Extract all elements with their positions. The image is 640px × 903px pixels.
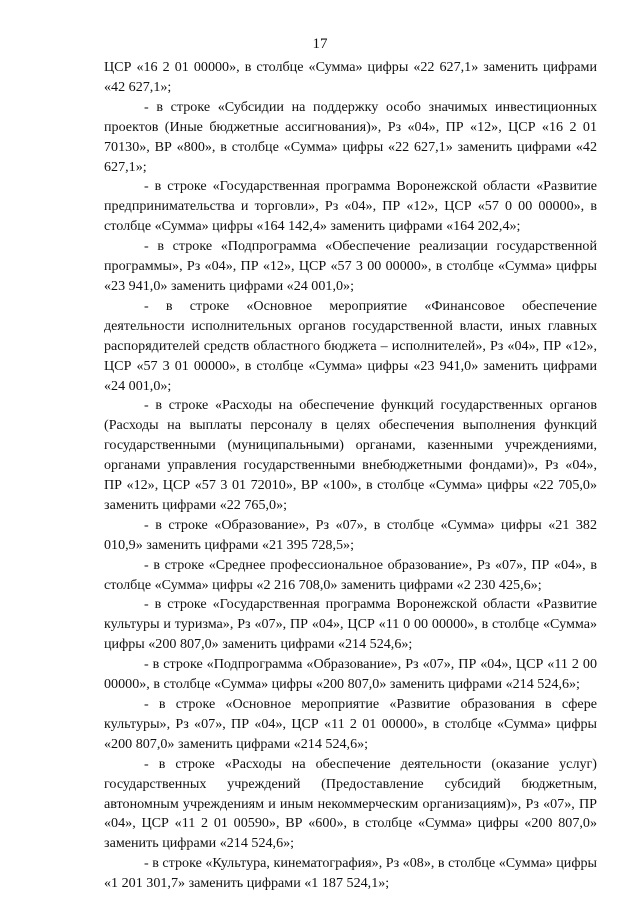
- document-body: [104, 58, 597, 894]
- paragraph: - в строке «Государственная программа Воронежской области «Развитие предпринимательства и торговли», Рз «04», ПР «12», ЦСР «57 0 00 00000», в столбце «Сумма» цифры «164 142,4» заменить цифрами «164 202,4»;: [104, 178, 597, 235]
- paragraph: - в строке «Культура, кинематография», Рз «08», в столбце «Сумма» цифры «1 201 301,7» заменить цифрами «1 187 524,1»;: [104, 855, 597, 892]
- paragraph: - в строке «Среднее профессиональное образование», Рз «07», ПР «04», в столбце «Сумма» цифры «2 216 708,0» заменить цифрами «2 230 425,6»;: [104, 556, 597, 593]
- paragraph: - в строке «Подпрограмма «Обеспечение реализации государственной программы», Рз «04», ПР «12», ЦСР «57 3 00 00000», в столбце «Сумма» цифры «23 941,0» заменить цифрами «24 001,0»;: [104, 238, 597, 294]
- paragraph: - в строке «Расходы на обеспечение деятельности (оказание услуг) государственных учреждений (Предоставление субсидий бюджетным, автономным учреждениям и иным некоммерческим организациям)», Рз «07», ПР «04», ЦСР «11 2 01 00590», ВР «600», в столбце «Сумма» цифры «200 807,0» заменить цифрами «214 524,6»;: [104, 755, 597, 852]
- paragraph: ЦСР «16 2 01 00000», в столбце «Сумма» цифры «22 627,1» заменить цифрами «42 627,1»;: [104, 59, 597, 95]
- paragraph: - в строке «Подпрограмма «Образование», Рз «07», ПР «04», ЦСР «11 2 00 00000», в столбце «Сумма» цифры «200 807,0» заменить цифрами «214 524,6»;: [104, 656, 597, 693]
- paragraph: - в строке «Государственная программа Воронежской области «Развитие культуры и туризма», Рз «07», ПР «04», ЦСР «11 0 00 00000», в столбце «Сумма» цифры «200 807,0» заменить цифрами «214 524,6»;: [104, 596, 597, 653]
- paragraph: - в строке «Субсидии на поддержку особо значимых инвестиционных проектов (Иные бюджетные ассигнования)», Рз «04», ПР «12», ЦСР «16 2 01 70130», ВР «800», в столбце «Сумма» цифры «22 627,1» заменить цифрами «42 627,1»;: [104, 98, 597, 175]
- paragraph: - в строке «Образование», Рз «07», в столбце «Сумма» цифры «21 382 010,9» заменить цифрами «21 395 728,5»;: [104, 516, 597, 553]
- page-number: 17: [312, 36, 328, 52]
- paragraph: - в строке «Расходы на обеспечение функций государственных органов (Расходы на выплаты персоналу в целях обеспечения выполнения функций государственными (муниципальными) органами, казенными учреждениями, органами управления государственными внебюджетными фондами)», Рз «04», ПР «12», ЦСР «57 3 01 72010», ВР «100», в столбце «Сумма» цифры «22 705,0» заменить цифрами «22 765,0»;: [104, 397, 597, 513]
- paragraph: - в строке «Основное мероприятие «Финансовое обеспечение деятельности исполнительных органов государственной власти, иных главных распорядителей средств областного бюджета – исполнителей», Рз «04», ПР «12», ЦСР «57 3 01 00000», в столбце «Сумма» цифры «23 941,0» заменить цифрами «24 001,0»;: [104, 297, 597, 394]
- paragraph: - в строке «Основное мероприятие «Развитие образования в сфере культуры», Рз «07», ПР «04», ЦСР «11 2 01 00000», в столбце «Сумма» цифры «200 807,0» заменить цифрами «214 524,6»;: [104, 696, 597, 752]
